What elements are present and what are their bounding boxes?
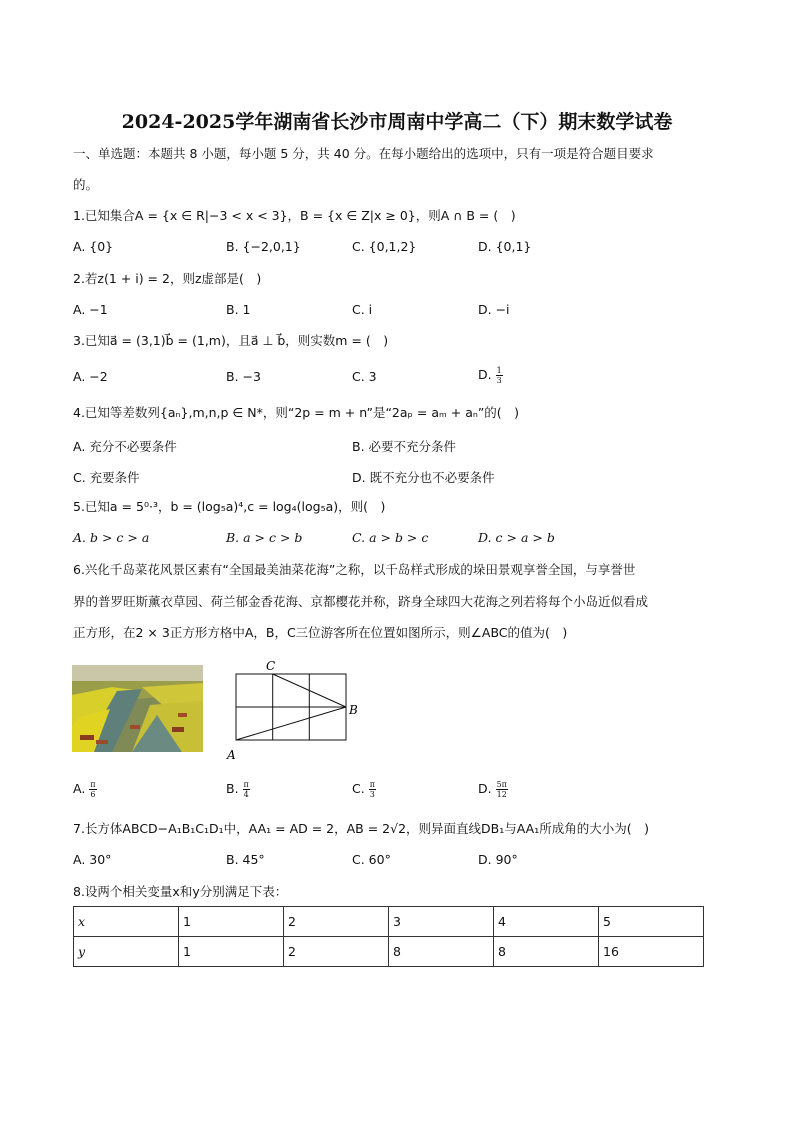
q6-option-d <box>478 780 508 799</box>
q3-stem: 3.已知a⃗ = (3,1)b⃗ = (1,m)，且a⃗ ⊥ b⃗，则实数m = ( ) <box>73 333 389 348</box>
q7-stem: 7.长方体ABCD−A₁B₁C₁D₁中，AA₁ = AD = 2，AB = 2√2，则异面直线DB₁与AA₁所成角的大小为( ) <box>73 821 649 836</box>
q7-option-a: A. 30° <box>73 852 112 867</box>
q5-option-a: A. b > c > a <box>73 530 150 545</box>
q6-c-den: 3 <box>369 790 375 799</box>
q6-option-b-label: B. <box>226 781 239 796</box>
table-cell: 1 <box>179 907 284 937</box>
q6-option-c-label: C. <box>352 781 365 796</box>
q6-option-b-fraction <box>243 780 250 799</box>
q2-option-c: C. i <box>352 302 373 317</box>
q8-stem: 8.设两个相关变量x和y分别满足下表： <box>73 884 288 899</box>
page-title: 2024-2025学年湖南省长沙市周南中学高二（下）期末数学试卷 <box>121 111 673 133</box>
q5-option-c: C. a > b > c <box>352 530 429 545</box>
q7-option-c: C. 60° <box>352 852 391 867</box>
q6-option-b <box>226 780 250 799</box>
q3-option-c: C. 3 <box>352 369 377 384</box>
q3-d-denominator: 3 <box>496 376 502 385</box>
q1-stem: 1.已知集合A = {x ∈ R|−3 < x < 3}，B = {x ∈ Z|x ≥ 0}，则A ∩ B = ( ) <box>73 208 516 223</box>
table-cell: 8 <box>494 937 599 967</box>
grid-figure <box>222 656 362 768</box>
q3-option-d <box>478 366 503 385</box>
q2-stem: 2.若z(1 + i) = 2，则z虚部是( ) <box>73 271 262 286</box>
q4-option-a: A. 充分不必要条件 <box>73 439 177 454</box>
q2-option-b: B. 1 <box>226 302 251 317</box>
q6-option-a <box>73 780 97 799</box>
q2-option-d: D. −i <box>478 302 510 317</box>
q3-d-numerator: 1 <box>496 366 502 375</box>
q6-c-num: π <box>369 780 375 789</box>
q5-option-b: B. a > c > b <box>226 530 303 545</box>
q8-variable-table <box>73 906 704 967</box>
q1-option-c: C. {0,1,2} <box>352 239 417 254</box>
table-row <box>74 907 704 937</box>
q1-option-a: A. {0} <box>73 239 114 254</box>
q5-stem: 5.已知a = 5⁰·³，b = (log₅a)⁴,c = log₄(log₅a)，则( ) <box>73 499 386 514</box>
q6-option-a-fraction <box>89 780 96 799</box>
table-cell: 2 <box>284 937 389 967</box>
table-cell: x <box>74 907 179 937</box>
table-row <box>74 937 704 967</box>
q7-option-d: D. 90° <box>478 852 518 867</box>
q6-stem-line3: 正方形，在2 × 3正方形方格中A，B，C三位游客所在位置如图所示，则∠ABC的值为( ) <box>73 625 568 640</box>
q6-b-num: π <box>243 780 249 789</box>
q5-option-d: D. c > a > b <box>478 530 555 545</box>
q6-a-den: 6 <box>90 790 96 799</box>
point-b-label: B <box>349 703 358 717</box>
q2-option-a: A. −1 <box>73 302 108 317</box>
q6-stem-line1: 6.兴化千岛菜花风景区素有“全国最美油菜花海”之称，以千岛样式形成的垛田景观享誉全国，与享誉世 <box>73 562 636 577</box>
q6-option-c-fraction <box>369 780 376 799</box>
table-cell: 2 <box>284 907 389 937</box>
table-cell: 1 <box>179 937 284 967</box>
q6-a-num: π <box>90 780 96 789</box>
table-cell: y <box>74 937 179 967</box>
q6-option-d-fraction <box>496 780 508 799</box>
q1-option-b: B. {−2,0,1} <box>226 239 301 254</box>
rapeseed-field-photo <box>72 665 203 752</box>
q6-b-den: 4 <box>243 790 249 799</box>
q1-option-d: D. {0,1} <box>478 239 532 254</box>
q6-d-num: 5π <box>496 780 507 789</box>
q7-option-b: B. 45° <box>226 852 265 867</box>
q4-option-c: C. 充要条件 <box>73 470 140 485</box>
q3-option-d-fraction <box>496 366 503 385</box>
q3-option-a: A. −2 <box>73 369 108 384</box>
section-heading-cont: 的。 <box>73 177 99 192</box>
q3-option-d-label: D. <box>478 367 492 382</box>
point-a-label: A <box>227 748 236 762</box>
point-c-label: C <box>266 659 276 673</box>
q6-option-c <box>352 780 376 799</box>
table-cell: 5 <box>599 907 704 937</box>
q6-option-d-label: D. <box>478 781 492 796</box>
section-heading: 一、单选题：本题共 8 小题，每小题 5 分，共 40 分。在每小题给出的选项中，只有一项是符合题目要求 <box>73 146 654 161</box>
q4-stem: 4.已知等差数列{aₙ},m,n,p ∈ N*，则“2p = m + n”是“2aₚ = aₘ + aₙ”的( ) <box>73 405 520 420</box>
table-cell: 8 <box>389 937 494 967</box>
q6-d-den: 12 <box>496 790 507 799</box>
q4-option-d: D. 既不充分也不必要条件 <box>352 470 495 485</box>
q6-stem-line2: 界的普罗旺斯薰衣草园、荷兰郁金香花海、京都樱花并称，跻身全球四大花海之列若将每个小岛近似看成 <box>73 594 649 609</box>
table-cell: 16 <box>599 937 704 967</box>
table-cell: 4 <box>494 907 599 937</box>
table-cell: 3 <box>389 907 494 937</box>
q4-option-b: B. 必要不充分条件 <box>352 439 457 454</box>
q6-option-a-label: A. <box>73 781 86 796</box>
q3-option-b: B. −3 <box>226 369 261 384</box>
